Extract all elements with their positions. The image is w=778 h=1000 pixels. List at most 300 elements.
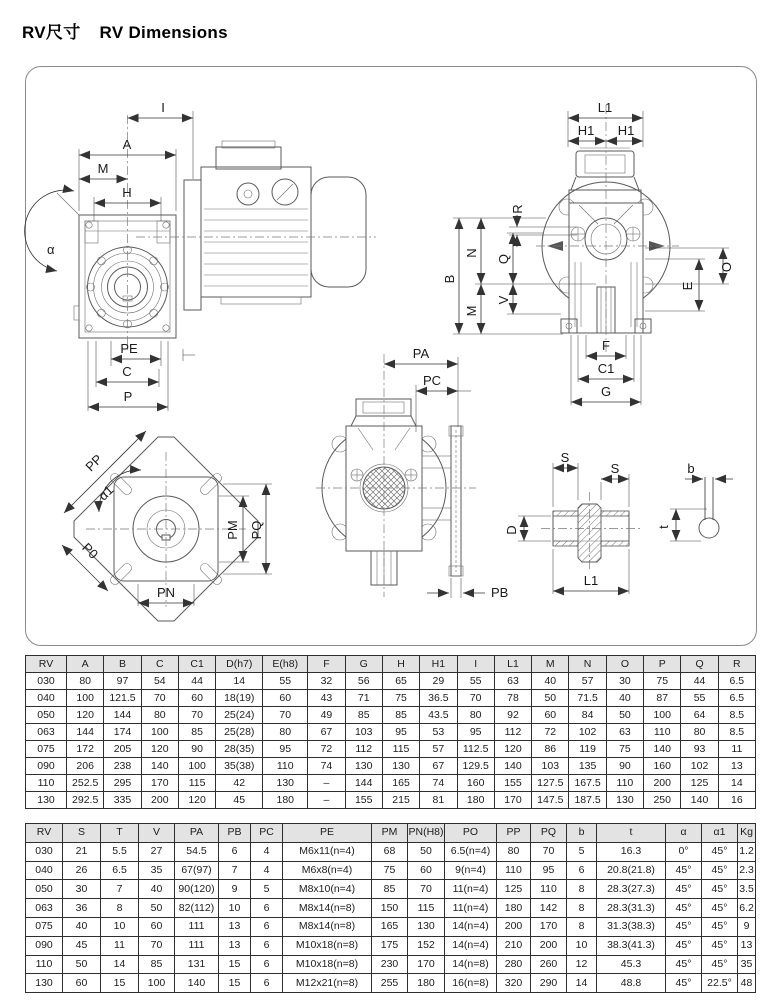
cell: 45: [63, 936, 101, 955]
cell: 85: [178, 724, 215, 741]
cell: 2.3: [738, 861, 756, 880]
cell: 72: [532, 724, 569, 741]
cell: 28(35): [216, 741, 263, 758]
cell: 31.3(38.3): [597, 917, 666, 936]
cell: 75: [372, 861, 408, 880]
cell: 102: [569, 724, 606, 741]
cell: 97: [104, 673, 141, 690]
cell: 152: [408, 936, 445, 955]
cell: 111: [175, 936, 219, 955]
dim-label-b: B: [442, 274, 457, 284]
cell: 9: [219, 880, 251, 899]
cell: 180: [263, 792, 308, 809]
cell: 110: [531, 880, 567, 899]
cell: 45°: [666, 936, 702, 955]
cell: 13: [219, 917, 251, 936]
cell: 121.5: [104, 690, 141, 707]
cell: 252.5: [67, 775, 104, 792]
cell: 280: [497, 955, 531, 974]
cell: 120: [178, 792, 215, 809]
cell: 230: [372, 955, 408, 974]
cell: 4: [251, 842, 283, 861]
table-row: [26, 955, 756, 974]
cell: 82(112): [175, 899, 219, 918]
cell: 50: [139, 899, 175, 918]
cell: M8x10(n=4): [283, 880, 372, 899]
cell: 4: [251, 861, 283, 880]
column-header: PN(H8): [408, 824, 445, 843]
cell: 86: [532, 741, 569, 758]
cell: –: [308, 775, 345, 792]
cell: 40: [63, 917, 101, 936]
cell: 95: [263, 741, 308, 758]
cell: 120: [494, 741, 531, 758]
dim-label-g: G: [600, 384, 612, 399]
table-row: [26, 758, 756, 775]
cell: 215: [382, 792, 419, 809]
dim-label-i: I: [161, 100, 165, 115]
cell: 36: [63, 899, 101, 918]
cell: M6x11(n=4): [283, 842, 372, 861]
column-header: B: [104, 656, 141, 673]
cell: 155: [345, 792, 382, 809]
cell: 142: [531, 899, 567, 918]
cell: 5: [251, 880, 283, 899]
cell: 75: [606, 741, 643, 758]
cell: 030: [26, 673, 67, 690]
shaft-section: [553, 504, 629, 562]
dim-label-p0: P0: [79, 539, 102, 562]
dim-label-s2: S: [610, 461, 620, 476]
cell: 110: [497, 861, 531, 880]
cell: 30: [63, 880, 101, 899]
cell: 135: [569, 758, 606, 775]
column-header: R: [718, 656, 755, 673]
cell: 170: [531, 917, 567, 936]
cell: 74: [420, 775, 457, 792]
table-row: [26, 741, 756, 758]
cell: 172: [67, 741, 104, 758]
cell: 290: [531, 974, 567, 993]
cell: 80: [457, 707, 494, 724]
cell: 25(28): [216, 724, 263, 741]
cell: 60: [408, 861, 445, 880]
table-row: [26, 842, 756, 861]
body: [346, 399, 451, 585]
column-header: H: [382, 656, 419, 673]
cell: 1.2: [738, 842, 756, 861]
gearbox-outline: [74, 215, 176, 338]
cell: M10x18(n=8): [283, 955, 372, 974]
cell: 11: [718, 741, 755, 758]
cell: 9(n=4): [445, 861, 497, 880]
cell: 112.5: [457, 741, 494, 758]
cell: 40: [606, 690, 643, 707]
cell: 125: [681, 775, 718, 792]
cell: 130: [26, 792, 67, 809]
cell: 85: [372, 880, 408, 899]
cell: 16.3: [597, 842, 666, 861]
page-title: [22, 18, 228, 43]
cell: 115: [408, 899, 445, 918]
cell: 6: [219, 842, 251, 861]
column-header: t: [597, 824, 666, 843]
page-title-en: RV Dimensions: [99, 23, 228, 42]
cell: 60: [139, 917, 175, 936]
cell: 120: [141, 741, 178, 758]
cell: 18(19): [216, 690, 263, 707]
cell: 28.3(27.3): [597, 880, 666, 899]
cell: 160: [644, 758, 681, 775]
cell: 68: [372, 842, 408, 861]
cell: 260: [531, 955, 567, 974]
cell: 11(n=4): [445, 899, 497, 918]
motor-top: [569, 148, 641, 203]
cell: 0°: [666, 842, 702, 861]
cell: 200: [644, 775, 681, 792]
cell: 55: [263, 673, 308, 690]
cell: 92: [494, 707, 531, 724]
cell: 6.5: [718, 673, 755, 690]
cell: 14: [567, 974, 597, 993]
cell: 16: [718, 792, 755, 809]
column-header: PP: [497, 824, 531, 843]
cell: 174: [104, 724, 141, 741]
table-row: [26, 880, 756, 899]
cell: 140: [175, 974, 219, 993]
cell: 74: [308, 758, 345, 775]
cell: 180: [497, 899, 531, 918]
output-plate: [449, 426, 463, 576]
table-row: [26, 775, 756, 792]
cell: 144: [104, 707, 141, 724]
cell: 335: [104, 792, 141, 809]
cell: 85: [345, 707, 382, 724]
cell: 14: [101, 955, 139, 974]
column-header: C1: [178, 656, 215, 673]
dim-label-pc: PC: [422, 373, 442, 388]
cell: 110: [26, 955, 63, 974]
cell: 48.8: [597, 974, 666, 993]
dim-label-h1a: H1: [577, 123, 595, 138]
dim-label-h1b: H1: [617, 123, 635, 138]
cell: 43.5: [420, 707, 457, 724]
cell: 180: [457, 792, 494, 809]
cell: 210: [497, 936, 531, 955]
table-row: [26, 936, 756, 955]
column-header: C: [141, 656, 178, 673]
cell: 170: [494, 792, 531, 809]
cell: 63: [494, 673, 531, 690]
cell: 13: [219, 936, 251, 955]
cell: 45°: [666, 974, 702, 993]
cell: 45°: [702, 899, 738, 918]
column-header: S: [63, 824, 101, 843]
cell: 144: [345, 775, 382, 792]
cell: 29: [420, 673, 457, 690]
column-header: α: [666, 824, 702, 843]
cell: 050: [26, 880, 63, 899]
cell: 10: [101, 917, 139, 936]
cell: 12: [567, 955, 597, 974]
cell: 45°: [702, 917, 738, 936]
page-title-cn: RV尺寸: [22, 23, 81, 42]
cell: 125: [497, 880, 531, 899]
column-header: N: [569, 656, 606, 673]
cell: 115: [178, 775, 215, 792]
cell: 48: [738, 974, 756, 993]
column-header: PB: [219, 824, 251, 843]
motor-fins: [204, 209, 308, 286]
dim-label-pp: PP: [82, 451, 106, 475]
cell: 95: [531, 861, 567, 880]
cell: M6x8(n=4): [283, 861, 372, 880]
cell: 6: [251, 917, 283, 936]
cell: 54: [141, 673, 178, 690]
cell: 70: [457, 690, 494, 707]
dim-label-f: F: [602, 338, 610, 353]
cell: 165: [372, 917, 408, 936]
cell: 71: [345, 690, 382, 707]
cell: 38.3(41.3): [597, 936, 666, 955]
dim-label-b: b: [687, 461, 695, 476]
cell: 255: [372, 974, 408, 993]
cell: 100: [644, 707, 681, 724]
table-row: [26, 861, 756, 880]
cell: 205: [104, 741, 141, 758]
cell: 36.5: [420, 690, 457, 707]
dim-label-pb: PB: [491, 585, 509, 600]
cell: 131: [175, 955, 219, 974]
cell: 100: [178, 758, 215, 775]
dim-label-r: R: [510, 204, 525, 214]
cell: 54.5: [175, 842, 219, 861]
cell: 67(97): [175, 861, 219, 880]
cell: 70: [263, 707, 308, 724]
cell: 15: [219, 955, 251, 974]
cell: 80: [141, 707, 178, 724]
cell: 9: [738, 917, 756, 936]
dim-label-o: O: [719, 261, 734, 273]
cell: 45°: [702, 955, 738, 974]
column-header: O: [606, 656, 643, 673]
dim-label-e: E: [680, 281, 695, 291]
column-header: Kg: [738, 824, 756, 843]
cell: 112: [494, 724, 531, 741]
cell: 50: [408, 842, 445, 861]
column-header: I: [457, 656, 494, 673]
cell: 49: [308, 707, 345, 724]
cell: 14: [718, 775, 755, 792]
dim-label-a: A: [122, 137, 132, 152]
cell: 80: [681, 724, 718, 741]
dim-label-t: t: [656, 525, 671, 529]
cell: 40: [139, 880, 175, 899]
cell: 65: [382, 673, 419, 690]
dim-label-l1: L1: [597, 100, 613, 115]
dim-label-q: Q: [496, 253, 511, 265]
cell: 70: [141, 690, 178, 707]
dim-label-h: H: [122, 185, 132, 200]
cell: 103: [532, 758, 569, 775]
cell: 11(n=4): [445, 880, 497, 899]
cell: 35: [738, 955, 756, 974]
cell: 103: [345, 724, 382, 741]
cell: 15: [101, 974, 139, 993]
cell: 112: [345, 741, 382, 758]
cell: 14(n=8): [445, 955, 497, 974]
rv-dimensions-table-2: [25, 823, 756, 993]
cell: 102: [681, 758, 718, 775]
dim-label-s1: S: [560, 450, 570, 465]
cell: 8: [567, 880, 597, 899]
cell: 13: [738, 936, 756, 955]
cell: 70: [139, 936, 175, 955]
cell: 140: [644, 741, 681, 758]
cell: 84: [569, 707, 606, 724]
cell: M8x14(n=8): [283, 899, 372, 918]
column-header: H1: [420, 656, 457, 673]
cell: 45°: [666, 861, 702, 880]
cell: 93: [681, 741, 718, 758]
dim-label-n: N: [464, 248, 479, 258]
cell: 110: [606, 775, 643, 792]
cell: 13: [718, 758, 755, 775]
cell: 95: [382, 724, 419, 741]
column-header: PQ: [531, 824, 567, 843]
dim-label-v: V: [496, 295, 511, 305]
column-header: V: [139, 824, 175, 843]
cell: 6: [251, 974, 283, 993]
cell: 110: [263, 758, 308, 775]
table-row: [26, 792, 756, 809]
cell: 8: [567, 917, 597, 936]
cell: 175: [372, 936, 408, 955]
dim-label-m: M: [464, 305, 479, 317]
cell: 90(120): [175, 880, 219, 899]
cell: 160: [457, 775, 494, 792]
cell: 90: [606, 758, 643, 775]
dimensions: [62, 431, 272, 606]
cell: 200: [497, 917, 531, 936]
keyway-detail: [699, 477, 719, 538]
cell: 80: [67, 673, 104, 690]
column-header: F: [308, 656, 345, 673]
cell: 87: [644, 690, 681, 707]
cell: 111: [175, 917, 219, 936]
cell: 11: [101, 936, 139, 955]
gearbox-front-view: [301, 342, 511, 632]
column-header: G: [345, 656, 382, 673]
cell: 295: [104, 775, 141, 792]
cell: 100: [141, 724, 178, 741]
column-header: T: [101, 824, 139, 843]
dim-label-pn: PN: [156, 585, 176, 600]
cell: 6.2: [738, 899, 756, 918]
cell: 200: [531, 936, 567, 955]
cell: 090: [26, 758, 67, 775]
cell: 15: [219, 974, 251, 993]
cell: 80: [497, 842, 531, 861]
cell: 45°: [666, 899, 702, 918]
cell: 45°: [702, 936, 738, 955]
cell: 200: [141, 792, 178, 809]
cell: 5.5: [101, 842, 139, 861]
dim-label-pm: PM: [225, 520, 240, 540]
cell: 60: [63, 974, 101, 993]
cell: 165: [382, 775, 419, 792]
rv-dimensions-table-1: [25, 655, 756, 809]
cell: 70: [178, 707, 215, 724]
cell: 140: [141, 758, 178, 775]
cell: 6: [251, 899, 283, 918]
motor-outline: [184, 141, 366, 310]
column-header: α1: [702, 824, 738, 843]
cell: 30: [606, 673, 643, 690]
cell: 6.5(n=4): [445, 842, 497, 861]
cell: 32: [308, 673, 345, 690]
cell: 56: [345, 673, 382, 690]
cell: 100: [67, 690, 104, 707]
cell: 6: [251, 955, 283, 974]
cell: 130: [606, 792, 643, 809]
cell: 110: [644, 724, 681, 741]
cell: 44: [681, 673, 718, 690]
cell: 140: [494, 758, 531, 775]
dim-label-c1: C1: [597, 361, 615, 376]
cell: 155: [494, 775, 531, 792]
cell: 130: [263, 775, 308, 792]
dim-label-pq: PQ: [249, 520, 264, 540]
hollow-shaft-section-view: [501, 437, 751, 617]
cell: 45°: [666, 880, 702, 899]
column-header: Q: [681, 656, 718, 673]
cell: 75: [644, 673, 681, 690]
cell: 50: [606, 707, 643, 724]
cell: 28.3(31.3): [597, 899, 666, 918]
cell: 70: [531, 842, 567, 861]
cell: 063: [26, 724, 67, 741]
table-row: [26, 917, 756, 936]
cell: 55: [681, 690, 718, 707]
cell: 16(n=8): [445, 974, 497, 993]
cell: M8x14(n=8): [283, 917, 372, 936]
table-row: [26, 899, 756, 918]
column-header: PE: [283, 824, 372, 843]
drawing-panel: [25, 66, 757, 646]
column-header: A: [67, 656, 104, 673]
cell: 110: [26, 775, 67, 792]
cell: 140: [681, 792, 718, 809]
cell: 27: [139, 842, 175, 861]
cell: 040: [26, 690, 67, 707]
cell: 60: [263, 690, 308, 707]
cell: 64: [681, 707, 718, 724]
cell: 115: [382, 741, 419, 758]
cell: 71.5: [569, 690, 606, 707]
cell: 129.5: [457, 758, 494, 775]
table-header-row: [26, 656, 756, 673]
cell: 130: [408, 917, 445, 936]
cell: 5: [567, 842, 597, 861]
cell: 040: [26, 861, 63, 880]
cell: 8.5: [718, 707, 755, 724]
cell: M12x21(n=8): [283, 974, 372, 993]
cell: 53: [420, 724, 457, 741]
cell: 57: [420, 741, 457, 758]
dim-label-pe: PE: [120, 341, 138, 356]
cell: 180: [408, 974, 445, 993]
